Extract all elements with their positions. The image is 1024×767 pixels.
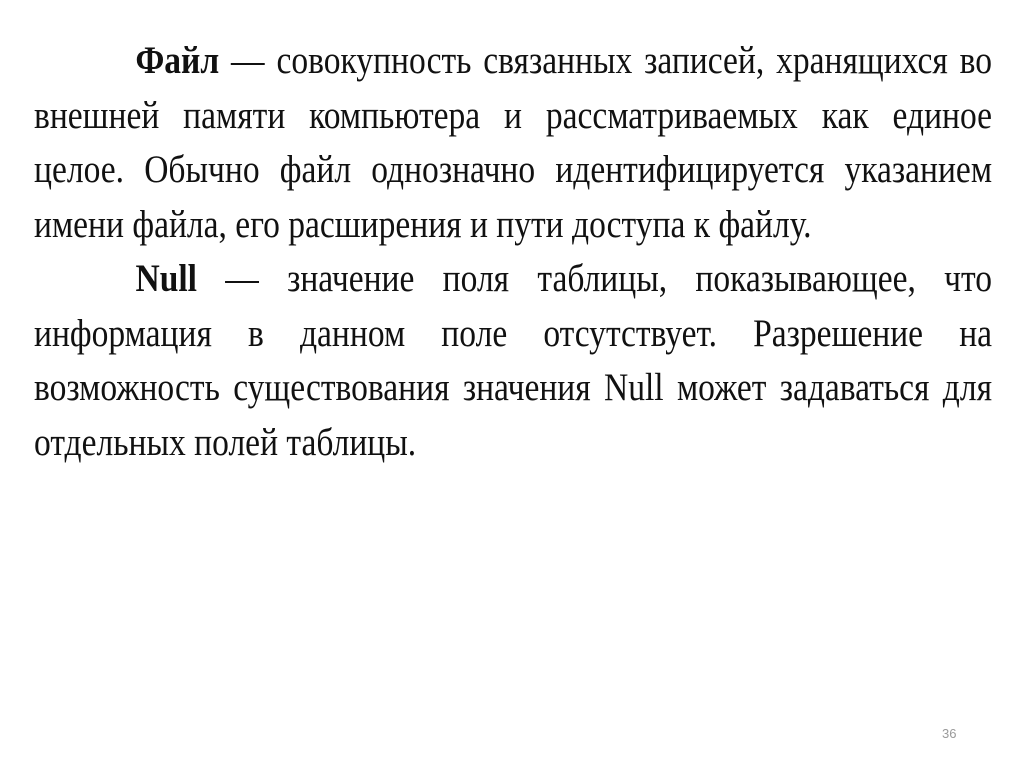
term-null: Null	[135, 257, 197, 300]
page-number: 36	[942, 726, 957, 741]
definition-file-text: — совокупность связанных записей, хранящихся во внешней памяти компьютера и рассматриваемых как единое целое. Обычно файл однозначно идентифицируется указанием имени файла, его расширения и пути доступа к файлу.	[34, 39, 993, 246]
definition-null	[34, 252, 992, 470]
term-file: Файл	[135, 39, 220, 82]
definition-null-text: — значение поля таблицы, показывающее, что информация в данном поле отсутствует. Разрешение на возможность существования значения Null может задаваться для отдельных полей таблицы.	[34, 257, 993, 464]
definition-file	[34, 34, 992, 252]
definitions-text	[34, 34, 992, 470]
